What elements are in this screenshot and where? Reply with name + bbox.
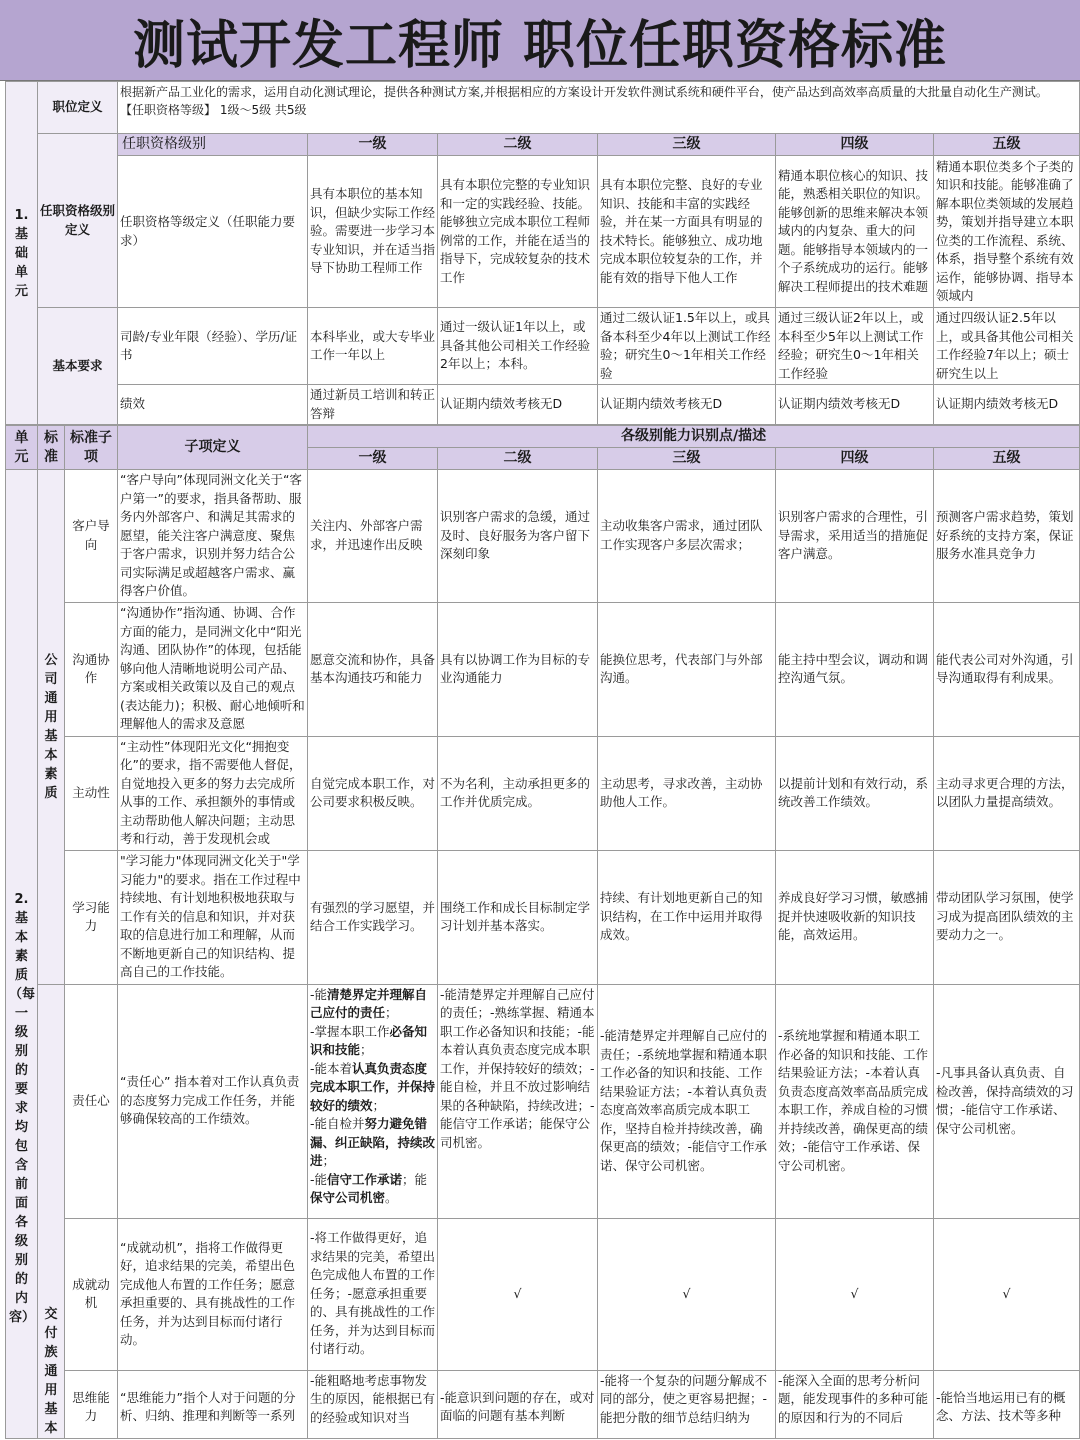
sub-item-def: “客户导向”体现同洲文化关于“客户第一”的要求，指具备帮助、服务内外部客户、和满足其需求的愿望，能关注客户满意度、聚焦于客户需求，识别并努力结合公司实际满足或超越客户需求、赢得客户价值。 <box>118 470 308 603</box>
level-desc: 愿意交流和协作，具备基本沟通技巧和能力 <box>308 602 438 736</box>
sub-item-def: “思维能力”指个人对于问题的分析、归纳、推理和判断等一系列 <box>118 1370 308 1438</box>
check-mark: √ <box>438 1218 598 1370</box>
level-1-header: 一级 <box>308 134 438 156</box>
unit-quality-text: 2.基本素质（每一级别的要求均包含前面各级别的内容） <box>9 892 36 1325</box>
level-desc: 识别客户需求的合理性，引导需求，采用适当的措施促客户满意。 <box>776 470 934 603</box>
ability-def-3: 具有本职位完整、良好的专业知识、技能和丰富的实践经验，并在某一方面具有明显的技术特长。能够独立、成功地完成本职位较复杂的工作，并能有效的指导下他人工作 <box>598 156 776 308</box>
level-2-header: 二级 <box>438 134 598 156</box>
level-5-header: 五级 <box>934 134 1080 156</box>
position-def-label: 职位定义 <box>38 82 118 134</box>
check-mark: √ <box>598 1218 776 1370</box>
grade-note: 【任职资格等级】 1级～5级 共5级 <box>120 103 307 117</box>
seniority-4: 通过三级认证2年以上，或本科至少5年以上测试工作经验；研究生0～1年相关工作经验 <box>776 308 934 385</box>
level-desc: 识别客户需求的急缓，通过及时、良好服务为客户留下深刻印象 <box>438 470 598 603</box>
position-def-text: 根据新产品工业化的需求，运用自动化测试理论，提供各种测试方案,并根据相应的方案设计开发软件测试系统和硬件平台，使产品达到高效率高质量的大批量自动化生产测试。 <box>120 85 1048 99</box>
level-desc: -能粗略地考虑事物发生的原因，能根据已有的经验或知识对当 <box>308 1370 438 1438</box>
sub-item-def: “沟通协作”指沟通、协调、合作方面的能力，是同洲文化中“阳光沟通、团队协作”的体现，包括能够向他人清晰地说明公司产品、方案或相关政策以及自己的观点(表达能力)；积极、耐心地倾听和理解他人的需求及意愿 <box>118 602 308 736</box>
level-desc: 能代表公司对外沟通，引导沟通取得有利成果。 <box>934 602 1080 736</box>
sub-item-def: "学习能力"体现同洲文化关于"学习能力"的要求。指在工作过程中持续地、有计划地积极地获取与工作有关的信息和知识，并对获取的信息进行加工和理解，从而不断地更新自己的知识结构、提高自己的工作技能。 <box>118 850 308 984</box>
header-ability-desc: 各级别能力识别点/描述 <box>308 426 1080 448</box>
sub-item-name: 成就动机 <box>65 1218 118 1370</box>
unit-quality-label <box>6 470 38 1439</box>
level-desc-rich: -能清楚界定并理解自己应付的责任； -掌握本职工作必备知识和技能； -能本着认真负责态度完成本职工作，并保持较好的绩效； -能自检并努力避免错漏、纠正缺陷，持续改进； -能信守工作承诺；能保守公司机密。 <box>308 984 438 1218</box>
seniority-5: 通过四级认证2.5年以上，或具备其他公司相关工作经验7年以上；硕士研究生以上 <box>934 308 1080 385</box>
level-desc: 能换位思考，代表部门与外部沟通。 <box>598 602 776 736</box>
sub-item-def: “主动性”体现阳光文化“拥抱变化”的要求，指不需要他人督促，自觉地投入更多的努力去完成所从事的工作、承担额外的事情或主动帮助他人解决问题；主动思考和行动，善于发现机会或 <box>118 736 308 850</box>
section-basic-quality <box>5 425 1080 1439</box>
page-title: 测试开发工程师 职位任职资格标准 <box>0 0 1080 81</box>
seniority-label: 司龄/专业年限（经验）、学历/证书 <box>118 308 308 385</box>
seniority-1: 本科毕业，或大专毕业工作一年以上 <box>308 308 438 385</box>
sub-item-def: “责任心” 指本着对工作认真负责的态度努力完成工作任务，并能够确保较高的工作绩效。 <box>118 984 308 1218</box>
unit-basic-label: 1.基础单元 <box>6 82 38 425</box>
std-delivery-text: 交付族通用基本 <box>44 1306 58 1436</box>
std-company-label: 公司通用基本素质 <box>38 470 65 985</box>
sub-item-name: 沟通协作 <box>65 602 118 736</box>
std-delivery-label <box>38 984 65 1438</box>
level-1-header: 一级 <box>308 448 438 470</box>
level-desc: -能清楚界定并理解自己应付的责任；-熟练掌握、精通本职工作必备知识和技能；-能本着认真负责态度完成本职工作，并保持较好的绩效；-能自检，并且不放过影响结果的各种缺陷，持续改进；-能信守工作承诺；能保守公司机密。 <box>438 984 598 1218</box>
performance-label: 绩效 <box>118 385 308 425</box>
sub-item-name: 思维能力 <box>65 1370 118 1438</box>
level-desc: 能主持中型会议，调动和调控沟通气氛。 <box>776 602 934 736</box>
level-2-header: 二级 <box>438 448 598 470</box>
level-5-header: 五级 <box>934 448 1080 470</box>
level-desc: 自觉完成本职工作，对公司要求积极反映。 <box>308 736 438 850</box>
performance-4: 认证期内绩效考核无D <box>776 385 934 425</box>
section-basic-unit <box>5 81 1080 425</box>
ability-def-4: 精通本职位核心的知识、技能，熟悉相关职位的知识。能够创新的思维来解决本领域内的内复杂、重大的问题。能够指导本领域内的一个子系统成功的运行。能够解决工程师提出的技术难题 <box>776 156 934 308</box>
performance-2: 认证期内绩效考核无D <box>438 385 598 425</box>
ability-def-1: 具有本职位的基本知识，但缺少实际工作经验。需要进一步学习本专业知识，并在适当指导下协助工程师工作 <box>308 156 438 308</box>
seniority-2: 通过一级认证1年以上，或具备其他公司相关工作经验2年以上；本科。 <box>438 308 598 385</box>
level-4-header: 四级 <box>776 448 934 470</box>
level-3-header: 三级 <box>598 134 776 156</box>
performance-5: 认证期内绩效考核无D <box>934 385 1080 425</box>
level-desc: 预测客户需求趋势，策划好系统的支持方案，保证服务水准具竞争力 <box>934 470 1080 603</box>
header-standard: 标准 <box>38 426 65 470</box>
level-desc: -系统地掌握和精通本职工作必备的知识和技能、工作结果验证方法；-本着认真负责态度高效率高品质完成本职工作，养成自检的习惯并持续改善，确保更高的绩效；-能信守工作承诺、保守公司机密。 <box>776 984 934 1218</box>
ability-def-2: 具有本职位完整的专业知识和一定的实践经验、技能。能够独立完成本职位工程师例常的工作，并能在适当的指导下，完成较复杂的技术工作 <box>438 156 598 308</box>
level-desc: -能恰当地运用已有的概念、方法、技术等多种 <box>934 1370 1080 1438</box>
level-desc: 具有以协调工作为目标的专业沟通能力 <box>438 602 598 736</box>
level-3-header: 三级 <box>598 448 776 470</box>
level-desc: 不为名利，主动承担更多的工作并优质完成。 <box>438 736 598 850</box>
level-desc: -能深入全面的思考分析问题，能发现事件的多种可能的原因和行为的不同后 <box>776 1370 934 1438</box>
sub-item-name: 责任心 <box>65 984 118 1218</box>
level-desc: 主动收集客户需求，通过团队工作实现客户多层次需求； <box>598 470 776 603</box>
header-unit: 单元 <box>6 426 38 470</box>
level-desc: 以提前计划和有效行动，系统改善工作绩效。 <box>776 736 934 850</box>
ability-label: 任职资格等级定义（任职能力要求） <box>118 156 308 308</box>
level-desc: 主动思考，寻求改善，主动协助他人工作。 <box>598 736 776 850</box>
sub-item-def: “成就动机”，指将工作做得更好，追求结果的完美，希望出色完成他人布置的工作任务；愿意承担重要的、具有挑战性的工作任务，并为达到目标而付诸行动。 <box>118 1218 308 1370</box>
level-desc: 有强烈的学习愿望，并结合工作实践学习。 <box>308 850 438 984</box>
level-desc: -能意识到问题的存在，或对面临的问题有基本判断 <box>438 1370 598 1438</box>
sub-item-name: 学习能力 <box>65 850 118 984</box>
ability-def-5: 精通本职位类多个子类的知识和技能。能够准确了解本职位类领域的发展趋势，策划并指导建立本职位类的工作流程、系统、体系，指导整个系统有效运作，能够协调、指导本领域内 <box>934 156 1080 308</box>
level-desc: 带动团队学习氛围，使学习成为提高团队绩效的主要动力之一。 <box>934 850 1080 984</box>
level-desc: -凡事具备认真负责、自检改善，保持高绩效的习惯；-能信守工作承诺、保守公司机密。 <box>934 984 1080 1218</box>
check-mark: √ <box>934 1218 1080 1370</box>
header-sub-def: 子项定义 <box>118 426 308 470</box>
grade-def-label: 任职资格级别定义 <box>38 134 118 308</box>
level-desc: 持续、有计划地更新自己的知识结构，在工作中运用并取得成效。 <box>598 850 776 984</box>
performance-3: 认证期内绩效考核无D <box>598 385 776 425</box>
sub-item-name: 客户导向 <box>65 470 118 603</box>
level-desc: 关注内、外部客户需求，并迅速作出反映 <box>308 470 438 603</box>
sub-item-name: 主动性 <box>65 736 118 850</box>
level-desc: 围绕工作和成长目标制定学习计划并基本落实。 <box>438 850 598 984</box>
check-mark: √ <box>776 1218 934 1370</box>
seniority-3: 通过二级认证1.5年以上，或具备本科至少4年以上测试工作经验；研究生0～1年相关工作经验 <box>598 308 776 385</box>
basic-req-label: 基本要求 <box>38 308 118 425</box>
level-desc: -将工作做得更好，追求结果的完美，希望出色完成他人布置的工作任务；-愿意承担重要的、具有挑战性的工作任务，并为达到目标而付诸行动。 <box>308 1218 438 1370</box>
level-desc: 养成良好学习习惯，敏感捕捉并快速吸收新的知识技能，高效运用。 <box>776 850 934 984</box>
level-4-header: 四级 <box>776 134 934 156</box>
level-desc: 主动寻求更合理的方法，以团队力量提高绩效。 <box>934 736 1080 850</box>
level-desc: -能清楚界定并理解自己应付的责任；-系统地掌握和精通本职工作必备的知识和技能、工作结果验证方法；-本着认真负责态度高效率高质完成本职工作，坚持自检并持续改善，确保更高的绩效；-能信守工作承诺、保守公司机密。 <box>598 984 776 1218</box>
level-desc: -能将一个复杂的问题分解成不同的部分，使之更容易把握；-能把分散的细节总结归纳为 <box>598 1370 776 1438</box>
header-sub-item: 标准子项 <box>65 426 118 470</box>
performance-1: 通过新员工培训和转正答辩 <box>308 385 438 425</box>
grade-level-label: 任职资格级别 <box>118 134 308 156</box>
